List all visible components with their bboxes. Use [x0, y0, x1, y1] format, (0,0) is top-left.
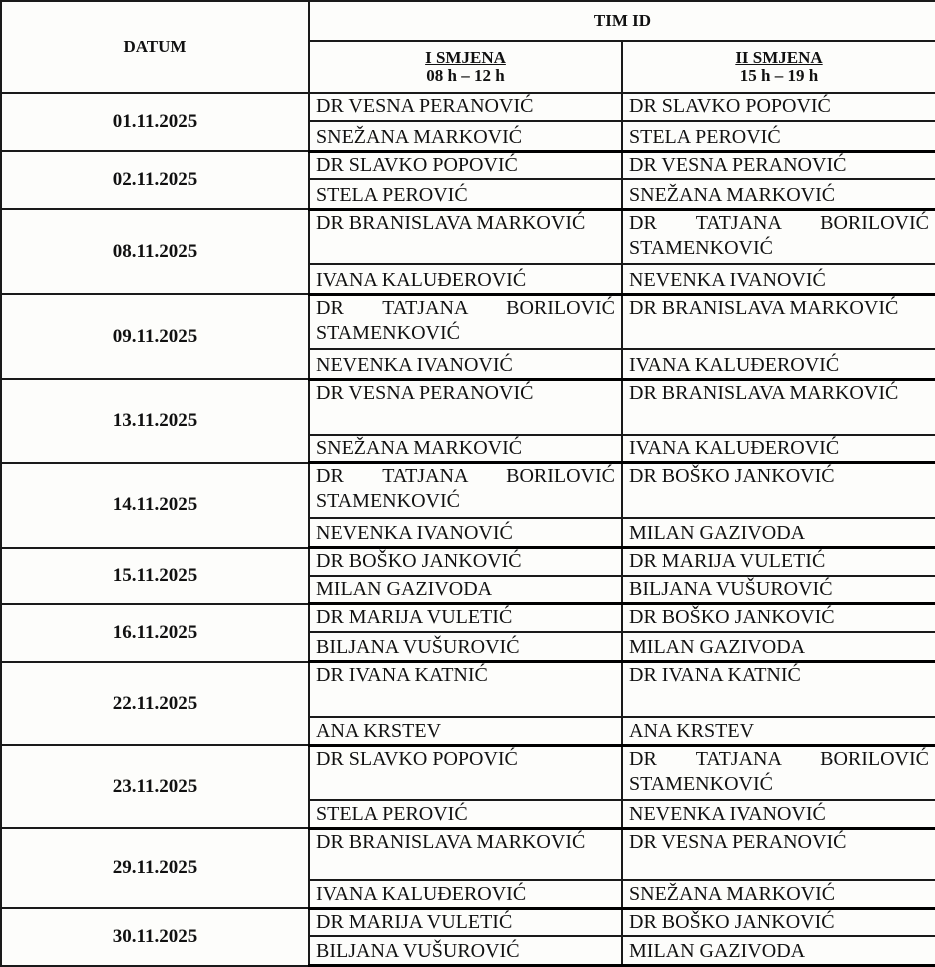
date-cell: 30.11.2025 — [1, 908, 309, 965]
shift2-nurse: NEVENKA IVANOVIĆ — [622, 264, 935, 294]
shift1-nurse: NEVENKA IVANOVIĆ — [309, 518, 622, 548]
shift1-header — [309, 41, 622, 93]
shift1-title: I SMJENA — [425, 48, 506, 67]
shift2-title: II SMJENA — [735, 48, 823, 67]
date-cell: 22.11.2025 — [1, 662, 309, 745]
shift2-nurse: STELA PEROVIĆ — [622, 121, 935, 151]
shift2-nurse: MILAN GAZIVODA — [622, 632, 935, 662]
shift2-doctor: DR BOŠKO JANKOVIĆ — [622, 604, 935, 632]
shift1-doctor: DR TATJANA BORILOVIĆ STAMENKOVIĆ — [309, 294, 622, 349]
datum-header: DATUM — [1, 1, 309, 93]
shift2-doctor: DR BOŠKO JANKOVIĆ — [622, 463, 935, 518]
shift1-doctor: DR SLAVKO POPOVIĆ — [309, 745, 622, 800]
shift2-doctor: DR BRANISLAVA MARKOVIĆ — [622, 379, 935, 434]
shift2-nurse: SNEŽANA MARKOVIĆ — [622, 880, 935, 908]
shift1-doctor: DR IVANA KATNIĆ — [309, 662, 622, 717]
shift2-doctor: DR BOŠKO JANKOVIĆ — [622, 908, 935, 936]
shift1-doctor: DR VESNA PERANOVIĆ — [309, 93, 622, 121]
shift2-doctor: DR MARIJA VULETIĆ — [622, 548, 935, 576]
date-cell: 13.11.2025 — [1, 379, 309, 462]
shift1-doctor: DR SLAVKO POPOVIĆ — [309, 151, 622, 179]
date-cell: 15.11.2025 — [1, 548, 309, 604]
shift1-nurse: SNEŽANA MARKOVIĆ — [309, 121, 622, 151]
shift1-nurse: BILJANA VUŠUROVIĆ — [309, 632, 622, 662]
shift2-time: 15 h – 19 h — [739, 66, 819, 85]
shift2-nurse: BILJANA VUŠUROVIĆ — [622, 576, 935, 604]
shift2-doctor: DR TATJANA BORILOVIĆ STAMENKOVIĆ — [622, 209, 935, 264]
date-cell: 23.11.2025 — [1, 745, 309, 828]
shift1-doctor: DR MARIJA VULETIĆ — [309, 908, 622, 936]
shift2-nurse: NEVENKA IVANOVIĆ — [622, 800, 935, 828]
shift1-nurse: IVANA KALUĐEROVIĆ — [309, 880, 622, 908]
shift2-nurse: MILAN GAZIVODA — [622, 936, 935, 965]
shift1-nurse: IVANA KALUĐEROVIĆ — [309, 264, 622, 294]
shift2-doctor: DR BRANISLAVA MARKOVIĆ — [622, 294, 935, 349]
shift1-nurse: ANA KRSTEV — [309, 717, 622, 745]
shift2-doctor: DR VESNA PERANOVIĆ — [622, 151, 935, 179]
shift2-nurse: IVANA KALUĐEROVIĆ — [622, 349, 935, 379]
shift1-nurse: MILAN GAZIVODA — [309, 576, 622, 604]
shift1-time: 08 h – 12 h — [426, 66, 505, 85]
team-header: TIM ID — [309, 1, 935, 41]
shift2-header — [622, 41, 935, 93]
date-cell: 08.11.2025 — [1, 209, 309, 294]
date-cell: 02.11.2025 — [1, 151, 309, 209]
shift2-nurse: MILAN GAZIVODA — [622, 518, 935, 548]
shift1-nurse: STELA PEROVIĆ — [309, 800, 622, 828]
shift2-nurse: ANA KRSTEV — [622, 717, 935, 745]
date-cell: 14.11.2025 — [1, 463, 309, 548]
shift1-nurse: NEVENKA IVANOVIĆ — [309, 349, 622, 379]
shift2-doctor: DR IVANA KATNIĆ — [622, 662, 935, 717]
date-cell: 01.11.2025 — [1, 93, 309, 151]
date-cell: 16.11.2025 — [1, 604, 309, 662]
shift1-nurse: BILJANA VUŠUROVIĆ — [309, 936, 622, 965]
shift1-doctor: DR TATJANA BORILOVIĆ STAMENKOVIĆ — [309, 463, 622, 518]
date-cell: 29.11.2025 — [1, 828, 309, 908]
shift1-nurse: SNEŽANA MARKOVIĆ — [309, 435, 622, 463]
shift1-doctor: DR BRANISLAVA MARKOVIĆ — [309, 209, 622, 264]
shift1-doctor: DR MARIJA VULETIĆ — [309, 604, 622, 632]
shift2-doctor: DR SLAVKO POPOVIĆ — [622, 93, 935, 121]
shift2-nurse: SNEŽANA MARKOVIĆ — [622, 179, 935, 209]
shift2-doctor: DR TATJANA BORILOVIĆ STAMENKOVIĆ — [622, 745, 935, 800]
shift1-doctor: DR BRANISLAVA MARKOVIĆ — [309, 828, 622, 880]
shift1-doctor: DR BOŠKO JANKOVIĆ — [309, 548, 622, 576]
shift2-nurse: IVANA KALUĐEROVIĆ — [622, 435, 935, 463]
shift1-nurse: STELA PEROVIĆ — [309, 179, 622, 209]
shift1-doctor: DR VESNA PERANOVIĆ — [309, 379, 622, 434]
shift2-doctor: DR VESNA PERANOVIĆ — [622, 828, 935, 880]
date-cell: 09.11.2025 — [1, 294, 309, 379]
